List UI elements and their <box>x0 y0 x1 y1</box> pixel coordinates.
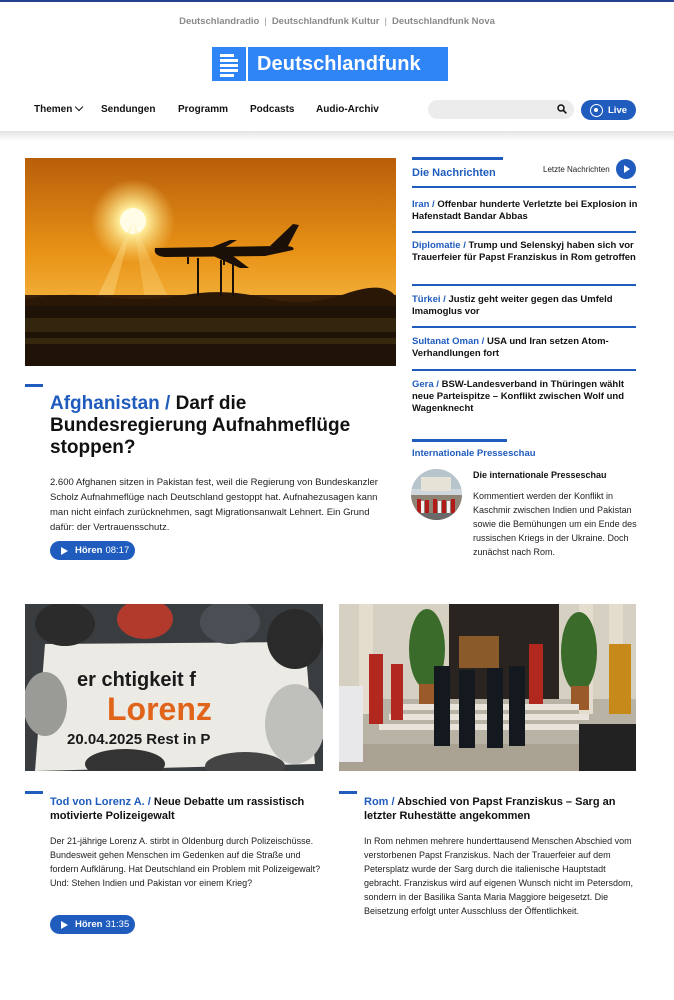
network-separator: | <box>264 16 267 27</box>
brand-name: Deutschlandfunk <box>257 52 421 75</box>
card-teaser: Der 21-jährige Lorenz A. stirbt in Oldenburg durch Polizeischüsse. Bundesweit gehen Menschen im Gedenken auf die Straße und fordern Aufklärung. Hat Deutschland ein Problem mit Polizeigewalt? Und: Stehen Indien und Pakistan vor einem Krieg? <box>50 836 321 888</box>
card-image-pope-funeral[interactable] <box>339 604 636 771</box>
hero-teaser: 2.600 Afghanen sitzen in Pakistan fest, weil die Regierung von Bundeskanzler Scholz Aufnahmeflüge nach Deutschland gestoppt hat. Aufnahezusagen kann man nicht einfach zurücknehmen, sagt Migrationsanwalt Lehnert. Ein Grund dafür: der Vertrauensschutz. <box>50 477 378 533</box>
logo-stripes-icon <box>212 47 246 81</box>
live-button[interactable] <box>581 100 636 120</box>
nav-themen[interactable] <box>34 104 82 115</box>
press-title[interactable]: Die internationale Presseschau <box>473 470 607 480</box>
news-kicker: Gera / <box>412 379 439 390</box>
news-divider <box>412 326 636 328</box>
news-title: USA und Iran setzen Atom-Verhandlungen fort <box>412 336 609 359</box>
network-link-deutschlandradio[interactable]: Deutschlandradio <box>179 16 260 27</box>
latest-news-arrow-icon[interactable] <box>616 159 636 179</box>
news-title: Trump und Selenskyj haben sich vor Trauerfeier für Papst Franziskus in Rom getroffen <box>412 240 636 263</box>
card-kicker: Rom / <box>364 796 395 808</box>
brand-logo[interactable] <box>212 47 448 81</box>
card-headline[interactable] <box>50 795 318 823</box>
press-accent-bar <box>412 439 507 442</box>
news-accent-bar <box>412 157 503 160</box>
search-icon[interactable] <box>557 104 567 114</box>
news-item[interactable] <box>412 336 638 360</box>
search-input[interactable] <box>428 100 574 119</box>
network-links <box>0 16 674 27</box>
network-link-nova[interactable]: Deutschlandfunk Nova <box>391 16 495 27</box>
card-kicker: Tod von Lorenz A. / <box>50 796 151 808</box>
card-title: Neue Debatte um rassistisch motivierte Polizeigewalt <box>50 796 305 822</box>
network-link-kultur[interactable]: Deutschlandfunk Kultur <box>271 16 380 27</box>
hero-listen-button[interactable] <box>50 541 135 560</box>
hero-kicker: Afghanistan / <box>50 393 171 414</box>
listen-label: Hören <box>75 545 103 556</box>
news-kicker: Iran / <box>412 199 435 210</box>
listen-label: Hören <box>75 919 103 930</box>
top-border <box>0 0 674 2</box>
play-icon <box>61 547 68 555</box>
chevron-down-icon <box>75 103 83 111</box>
card-teaser: In Rom nehmen mehrere hunderttausend Menschen Abschied vom verstorbenen Papst Franziskus. Nach der Trauerfeier auf dem Petersplatz wurde der Sarg durch die italienische Hauptstadt gebracht. Franziskus wird auf eigenen Wunsch nicht im Petersdom, sondern in der Basilika Santa Maria Maggiore beigesetzt. Die Beisetzung erfolgt unter Ausschluss der Öffentlichkeit. <box>364 836 633 916</box>
banner-text-date: 20.04.2025 Rest in P <box>67 731 211 748</box>
news-title: Justiz geht weiter gegen das Umfeld Imamoglus vor <box>412 294 613 317</box>
nav-podcasts[interactable]: Podcasts <box>250 104 295 115</box>
news-kicker: Türkei / <box>412 294 446 305</box>
network-separator: | <box>384 16 387 27</box>
press-thumbnail-image[interactable] <box>411 469 462 520</box>
card-title: Abschied von Papst Franziskus – Sarg an letzter Ruhestätte angekommen <box>364 796 616 822</box>
hero-image-airplane-sunset[interactable] <box>25 158 396 366</box>
news-item[interactable] <box>412 294 638 318</box>
news-divider <box>412 369 636 371</box>
hero-accent-bar <box>25 384 43 387</box>
play-icon <box>61 921 68 929</box>
live-label: Live <box>608 104 628 116</box>
banner-text-line1: er chtigkeit f <box>77 669 196 691</box>
card-listen-button[interactable] <box>50 915 135 934</box>
hero-title: Darf die Bundesregierung Aufnahmeflüge stoppen? <box>50 393 351 458</box>
news-item[interactable] <box>412 199 638 223</box>
news-item[interactable] <box>412 379 638 415</box>
news-item[interactable] <box>412 240 638 264</box>
hero-headline[interactable] <box>50 393 390 459</box>
nav-audio-archiv[interactable]: Audio-Archiv <box>316 104 379 115</box>
news-title: BSW-Landesverband in Thüringen wählt neue Parteispitze – Konflikt zwischen Wolf und Wagenknecht <box>412 379 625 414</box>
news-heading[interactable]: Die Nachrichten <box>412 167 496 179</box>
press-text: Kommentiert werden der Konflikt in Kaschmir zwischen Indien und Pakistan sowie die Bemühungen um ein Ende des russischen Kriegs in der Ukraine. Doch zunächst nach Rom. <box>473 491 637 557</box>
live-radio-icon <box>590 104 603 117</box>
listen-duration: 08:17 <box>105 545 130 556</box>
card-headline[interactable] <box>364 795 634 823</box>
nav-programm[interactable]: Programm <box>178 104 229 115</box>
news-kicker: Diplomatie / <box>412 240 466 251</box>
nav-sendungen[interactable]: Sendungen <box>101 104 156 115</box>
nav-themen-label: Themen <box>34 104 73 115</box>
card-accent-bar <box>339 791 357 794</box>
news-divider <box>412 284 636 286</box>
press-heading[interactable]: Internationale Presseschau <box>412 448 536 459</box>
card-accent-bar <box>25 791 43 794</box>
card-image-lorenz-banner[interactable] <box>25 604 323 771</box>
news-kicker: Sultanat Oman / <box>412 336 485 347</box>
news-divider <box>412 231 636 233</box>
header-shadow <box>0 131 674 141</box>
latest-news-link[interactable]: Letzte Nachrichten <box>543 165 610 174</box>
listen-duration: 31:35 <box>105 919 130 930</box>
news-divider <box>412 186 636 188</box>
news-title: Offenbar hunderte Verletzte bei Explosion in Hafenstadt Bandar Abbas <box>412 199 638 222</box>
banner-text-name: Lorenz <box>107 691 212 727</box>
